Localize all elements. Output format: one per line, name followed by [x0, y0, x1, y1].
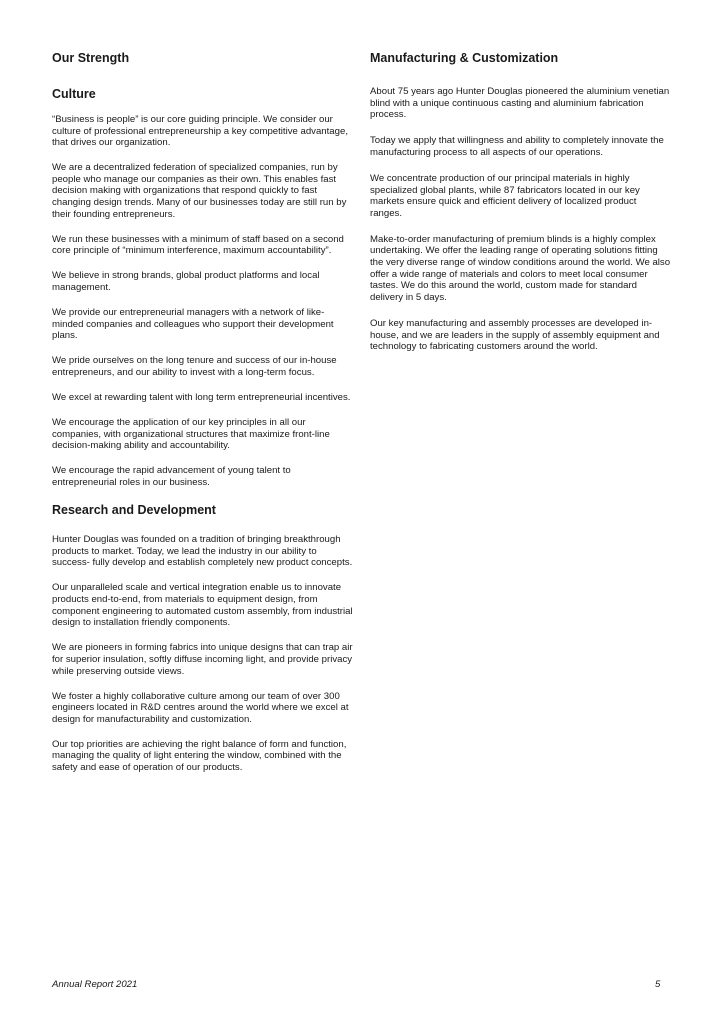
rd-paragraph: We foster a highly collaborative culture among our team of over 300 engineers located in R&D centres around the world where we excel at design for manufacturability and customization. [52, 690, 349, 725]
culture-paragraph: We encourage the application of our key principles in all our companies, with organizational structures that maximize front-line decision-making ability and accountability. [52, 417, 330, 452]
right-column [370, 50, 671, 367]
rd-paragraph: Hunter Douglas was founded on a tradition of bringing breakthrough products to market. Today, we lead the industry in our ability to success- fully develop and establish completely new product concepts. [52, 534, 353, 569]
manufacturing-paragraph: We concentrate production of our principal materials in highly specialized global plants, while 87 fabricators located in our key markets ensure quick and efficient delivery of localized product ranges. [370, 172, 640, 219]
culture-paragraph: We run these businesses with a minimum of staff based on a second core principle of “minimum interference, maximum accountability”. [52, 233, 344, 257]
rd-paragraph: Our unparalleled scale and vertical integration enable us to innovate products end-to-end, from materials to equipment design, from component engineering to automated custom assembly, from industrial design to installation friendly components. [52, 582, 353, 629]
left-column [52, 50, 354, 787]
culture-heading: Culture [52, 87, 96, 101]
culture-paragraph: We pride ourselves on the long tenure and success of our in-house entrepreneurs, and our ability to invest with a long-term focus. [52, 355, 337, 378]
footer-page-number: 5 [655, 979, 661, 990]
manufacturing-paragraph: Our key manufacturing and assembly processes are developed in-house, and we are leaders in the supply of assembly equipment and technology to fabricating customers around the world. [370, 317, 660, 353]
rd-heading: Research and Development [52, 503, 216, 518]
culture-paragraph: “Business is people” is our core guiding principle. We consider our culture of professional entrepreneurship a key competitive advantage, that drives our organization. [52, 114, 348, 149]
section-title-manufacturing: Manufacturing & Customization [370, 51, 559, 65]
culture-paragraph: We believe in strong brands, global product platforms and local management. [52, 270, 320, 294]
manufacturing-paragraph: About 75 years ago Hunter Douglas pioneered the aluminium venetian blind with a unique continuous casting and aluminium fabrication process. [370, 86, 670, 121]
footer-report-title: Annual Report 2021 [52, 979, 138, 990]
section-title-our-strength: Our Strength [52, 51, 130, 65]
culture-paragraph: We are a decentralized federation of specialized companies, run by people who manage our companies as their own. This enables fast decision making with organizations that respond quickly to fast changing design trends. Many of our businesses today are still run by their founding entrepreneurs. [52, 162, 347, 220]
culture-paragraph: We excel at rewarding talent with long term entrepreneurial incentives. [52, 392, 351, 404]
rd-paragraph: We are pioneers in forming fabrics into unique designs that can trap air for superior insulation, softly diffuse incoming light, and provide privacy while preserving outside views. [52, 642, 353, 677]
culture-paragraph: We provide our entrepreneurial managers with a network of like-minded companies and colleagues who support their development plans. [52, 307, 334, 342]
manufacturing-paragraph: Today we apply that willingness and ability to completely innovate the manufacturing process to all aspects of our operations. [370, 135, 664, 158]
culture-paragraph: We encourage the rapid advancement of young talent to entrepreneurial roles in our business. [52, 465, 291, 489]
rd-paragraph: Our top priorities are achieving the right balance of form and function, managing the quality of light entering the window, combined with the safety and ease of operation of our products. [52, 738, 347, 774]
manufacturing-paragraph: Make-to-order manufacturing of premium blinds is a highly complex undertaking. We offer the leading range of operating solutions fitting the very diverse range of window conditions around the world. We also offer a wide range of materials and colors to meet local consumer tastes. We do this around the world, custom made for standard delivery in 5 days. [370, 233, 671, 303]
